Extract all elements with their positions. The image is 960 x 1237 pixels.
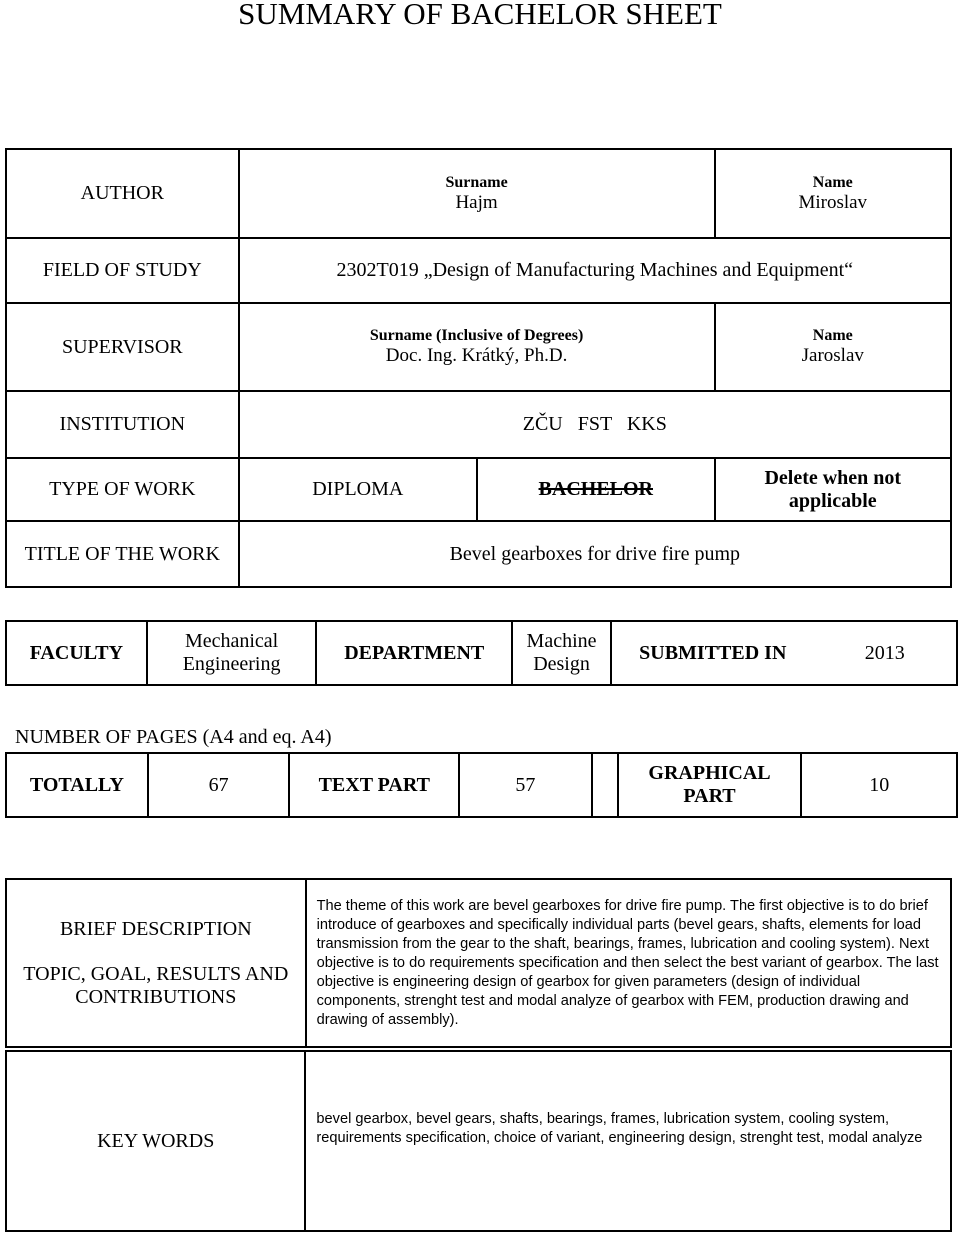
supervisor-surname-caption: Surname (Inclusive of Degrees)	[369, 327, 584, 344]
totally-label: TOTALLY	[6, 753, 148, 817]
supervisor-surname-cell	[239, 303, 715, 391]
totally-value: 67	[148, 753, 290, 817]
field-value: 2302T019 „Design of Manufacturing Machines and Equipment“	[239, 238, 951, 303]
description-text: The theme of this work are bevel gearboxes for drive fire pump. The first objective is to do brief introduce of gearboxes and specifically individual parts (bevel gears, shafts, elements for load transmission from the gear to the shaft, bearings, frames, lubrication and cooling system). Next objective is to do requirements specification and then select the best variant of gearbox. The last objective is engineering design of gearbox for given parameters (design of individual components, strenght test and modal analyze of gearbox with FEM, production drawing and drawing of assembly).	[306, 879, 951, 1047]
pages-spacer	[592, 753, 618, 817]
supervisor-name-cell	[715, 303, 951, 391]
page-title: SUMMARY OF BACHELOR SHEET	[238, 0, 722, 31]
type-bachelor: BACHELOR	[477, 458, 715, 521]
description-table	[5, 878, 952, 1048]
supervisor-label: SUPERVISOR	[6, 303, 239, 391]
work-title-label: TITLE OF THE WORK	[6, 521, 239, 587]
type-note: Delete when not applicable	[715, 458, 951, 521]
faculty-value: Mechanical Engineering	[147, 621, 317, 685]
supervisor-surname: Doc. Ing. Krátký, Ph.D.	[385, 345, 568, 366]
description-sublabel: TOPIC, GOAL, RESULTS AND CONTRIBUTIONS	[23, 962, 289, 1008]
graphical-part-value: 10	[801, 753, 957, 817]
submitted-label: SUBMITTED IN	[611, 621, 814, 685]
author-name: Miroslav	[798, 191, 868, 213]
supervisor-name-caption: Name	[812, 327, 853, 344]
keywords-label: KEY WORDS	[6, 1051, 305, 1231]
pages-heading: NUMBER OF PAGES (A4 and eq. A4)	[15, 726, 332, 748]
keywords-table	[5, 1050, 952, 1232]
work-title-value: Bevel gearboxes for drive fire pump	[239, 521, 951, 587]
faculty-table	[5, 620, 958, 686]
supervisor-name: Jaroslav	[801, 345, 864, 366]
text-part-value: 57	[459, 753, 592, 817]
department-value: Machine Design	[512, 621, 611, 685]
author-name-cell	[715, 149, 951, 238]
faculty-label: FACULTY	[6, 621, 147, 685]
text-part-label: TEXT PART	[289, 753, 459, 817]
graphical-part-label: GRAPHICAL PART	[618, 753, 802, 817]
department-label: DEPARTMENT	[316, 621, 512, 685]
author-surname-caption: Surname	[445, 173, 508, 191]
pages-table	[5, 752, 958, 818]
description-label: BRIEF DESCRIPTION	[59, 917, 252, 940]
field-label: FIELD OF STUDY	[6, 238, 239, 303]
info-table	[5, 148, 952, 588]
submitted-value: 2013	[814, 621, 957, 685]
author-label: AUTHOR	[6, 149, 239, 238]
type-diploma: DIPLOMA	[239, 458, 477, 521]
keywords-text: bevel gearbox, bevel gears, shafts, bearings, frames, lubrication system, cooling system, requirements specification, choice of variant, engineering design, strenght test, modal analyze	[305, 1051, 951, 1231]
author-name-caption: Name	[812, 173, 853, 191]
description-label-cell	[6, 879, 306, 1047]
author-surname: Hajm	[455, 191, 498, 213]
institution-value: ZČU FST KKS	[239, 391, 951, 458]
author-surname-cell	[239, 149, 715, 238]
type-label: TYPE OF WORK	[6, 458, 239, 521]
institution-label: INSTITUTION	[6, 391, 239, 458]
